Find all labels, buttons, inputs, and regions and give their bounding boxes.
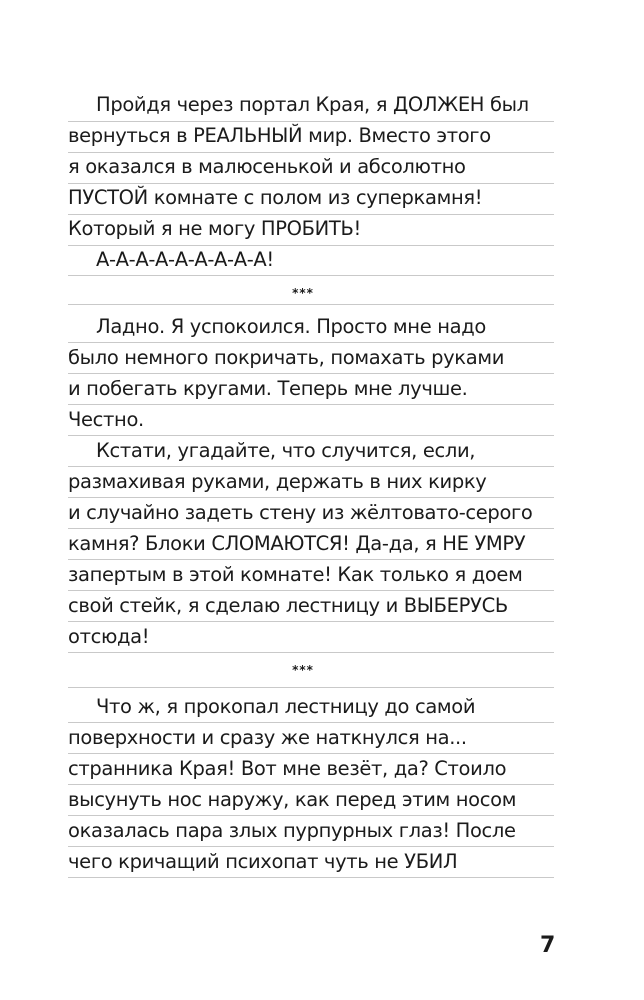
text-line: Который я не могу ПРОБИТЬ!: [68, 217, 361, 240]
section-separator: ***: [292, 286, 314, 300]
text-line: Кстати, угадайте, что случится, если,: [96, 439, 476, 462]
ruled-line: [68, 621, 554, 622]
text-line: чего кричащий психопат чуть не УБИЛ: [68, 850, 458, 873]
text-line: поверхности и сразу же наткнулся на...: [68, 726, 467, 749]
text-line: А-А-А-А-А-А-А-А-А!: [96, 248, 274, 271]
text-line: свой стейк, я сделаю лестницу и ВЫБЕРУСЬ: [68, 594, 508, 617]
text-line: Честно.: [68, 408, 144, 431]
ruled-line: [68, 722, 554, 723]
ruled-line: [68, 753, 554, 754]
ruled-line: [68, 404, 554, 405]
ruled-line: [68, 497, 554, 498]
ruled-line: [68, 652, 554, 653]
text-line: Ладно. Я успокоился. Просто мне надо: [96, 315, 486, 338]
text-line: высунуть нос наружу, как перед этим носом: [68, 788, 517, 811]
text-line: Пройдя через портал Края, я ДОЛЖЕН был: [96, 93, 529, 116]
text-line: камня? Блоки СЛОМАЮТСЯ! Да-да, я НЕ УМРУ: [68, 532, 526, 555]
ruled-line: [68, 559, 554, 560]
ruled-line: [68, 846, 554, 847]
text-line: Что ж, я прокопал лестницу до самой: [96, 695, 476, 718]
text-line: и побегать кругами. Теперь мне лучше.: [68, 377, 468, 400]
text-line: размахивая руками, держать в них кирку: [68, 470, 487, 493]
ruled-line: [68, 687, 554, 688]
page-number: 7: [540, 933, 556, 958]
section-separator: ***: [292, 663, 314, 677]
ruled-line: [68, 590, 554, 591]
ruled-line: [68, 466, 554, 467]
ruled-line: [68, 342, 554, 343]
text-line: запертым в этой комнате! Как только я доем: [68, 563, 523, 586]
ruled-line: [68, 877, 554, 878]
ruled-line: [68, 784, 554, 785]
text-line: странника Края! Вот мне везёт, да? Стоило: [68, 757, 507, 780]
text-line: было немного покричать, помахать руками: [68, 346, 505, 369]
text-line: оказалась пара злых пурпурных глаз! После: [68, 819, 516, 842]
text-line: отсюда!: [68, 625, 150, 648]
ruled-line: [68, 304, 554, 305]
text-line: вернуться в РЕАЛЬНЫЙ мир. Вместо этого: [68, 124, 491, 147]
ruled-line: [68, 275, 554, 276]
text-line: я оказался в малюсенькой и абсолютно: [68, 155, 466, 178]
ruled-line: [68, 373, 554, 374]
text-line: ПУСТОЙ комнате с полом из суперкамня!: [68, 186, 483, 209]
ruled-line: [68, 815, 554, 816]
text-line: и случайно задеть стену из жёлтовато-серого: [68, 501, 533, 524]
ruled-line: [68, 528, 554, 529]
ruled-line: [68, 435, 554, 436]
